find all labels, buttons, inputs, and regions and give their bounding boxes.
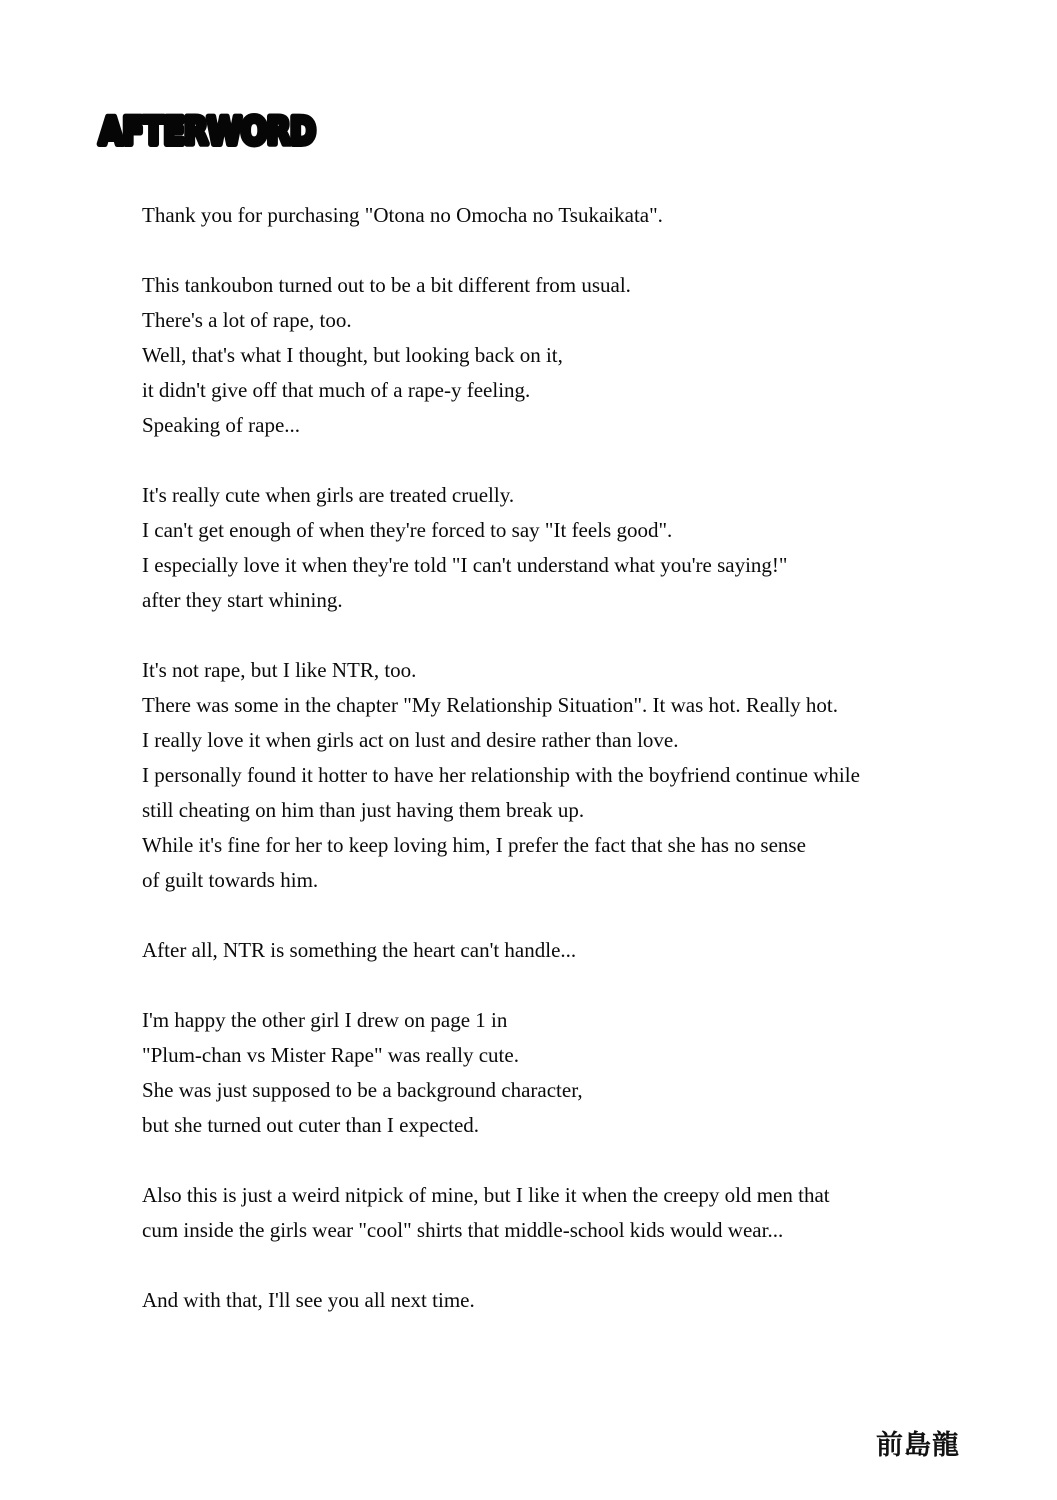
text-line: This tankoubon turned out to be a bit different from usual. [142,273,631,297]
text-line: it didn't give off that much of a rape-y feeling. [142,378,531,402]
paragraph [142,1178,972,1248]
text-line: After all, NTR is something the heart can't handle... [142,938,577,962]
author-signature: 前島龍 [876,1430,960,1461]
paragraph [142,478,972,618]
text-line: There was some in the chapter "My Relationship Situation". It was hot. Really hot. [142,693,839,717]
text-line: Thank you for purchasing "Otona no Omocha no Tsukaikata". [142,203,663,227]
afterword-body [142,198,972,1318]
text-line: It's really cute when girls are treated cruelly. [142,483,515,507]
text-line: of guilt towards him. [142,868,319,892]
text-line: I especially love it when they're told "I can't understand what you're saying!" [142,553,788,577]
paragraph [142,653,972,898]
text-line: I'm happy the other girl I drew on page 1 in [142,1008,508,1032]
text-line: Speaking of rape... [142,413,301,437]
text-line: I personally found it hotter to have her relationship with the boyfriend continue while [142,763,860,787]
text-line: I can't get enough of when they're forced to say "It feels good". [142,518,673,542]
text-line: after they start whining. [142,588,343,612]
text-line: It's not rape, but I like NTR, too. [142,658,417,682]
text-line: cum inside the girls wear "cool" shirts that middle-school kids would wear... [142,1218,784,1242]
text-line: She was just supposed to be a background character, [142,1078,583,1102]
text-line: I really love it when girls act on lust and desire rather than love. [142,728,679,752]
paragraph [142,1283,972,1318]
page-title-text: AFTERWORD [99,110,315,153]
paragraph [142,198,972,233]
paragraph [142,268,972,443]
text-line: "Plum-chan vs Mister Rape" was really cute. [142,1043,519,1067]
text-line: Also this is just a weird nitpick of mine, but I like it when the creepy old men that [142,1183,830,1207]
text-line: While it's fine for her to keep loving him, I prefer the fact that she has no sense [142,833,806,857]
title-logo [95,104,335,160]
text-line: but she turned out cuter than I expected. [142,1113,480,1137]
text-line: Well, that's what I thought, but looking back on it, [142,343,563,367]
text-line: There's a lot of rape, too. [142,308,352,332]
text-line: And with that, I'll see you all next time. [142,1288,475,1312]
paragraph [142,1003,972,1143]
text-line: still cheating on him than just having them break up. [142,798,585,822]
page-title [95,104,335,160]
paragraph [142,933,972,968]
